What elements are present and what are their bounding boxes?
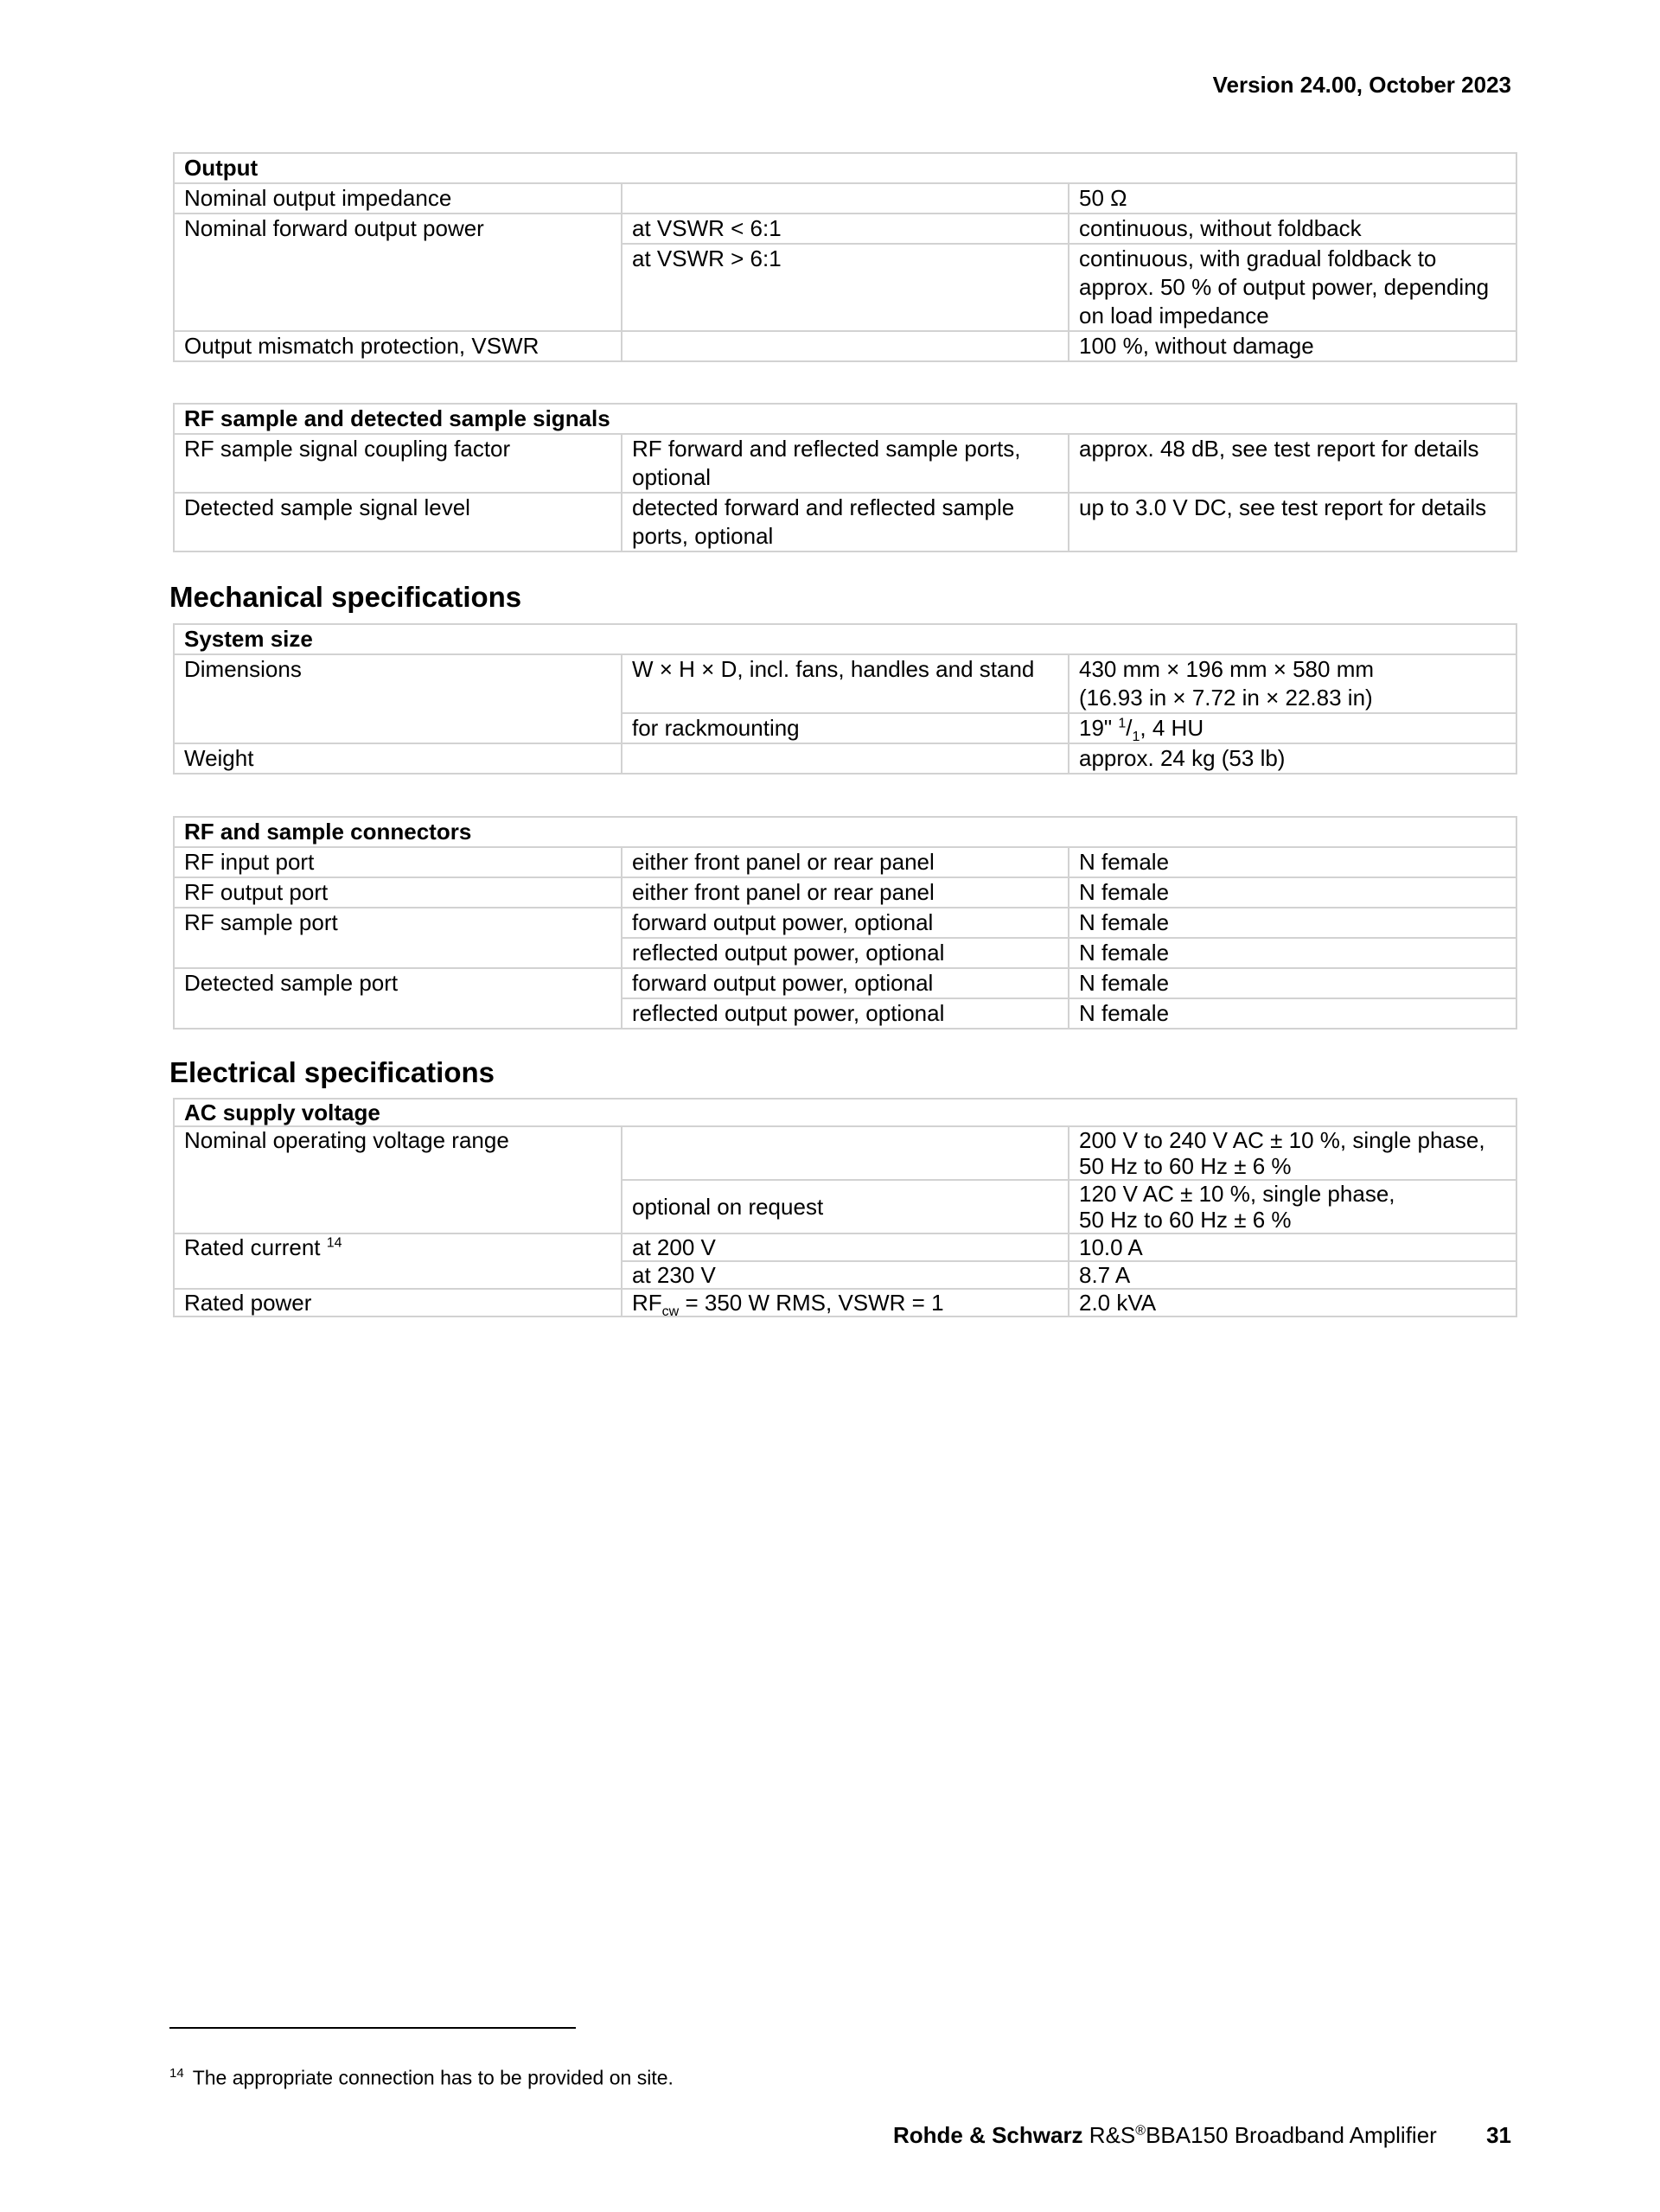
param-cell [174, 1233, 622, 1289]
value-cell: N female [1069, 998, 1516, 1029]
condition-cell: reflected output power, optional [622, 938, 1069, 968]
table-row [174, 331, 1516, 361]
condition-cell [622, 183, 1069, 214]
table-row [174, 1126, 1516, 1180]
value-cell: 100 %, without damage [1069, 331, 1516, 361]
condition-cell: at 230 V [622, 1261, 1069, 1289]
value-cell [1069, 1180, 1516, 1233]
footer-product: BBA150 Broadband Amplifier [1146, 2122, 1437, 2148]
value-line: 430 mm × 196 mm × 580 mm [1079, 656, 1375, 682]
condition-cell: detected forward and reflected sample ports, optional [622, 493, 1069, 551]
param-cell: RF sample port [174, 908, 622, 968]
system-size-spec-table [173, 623, 1517, 775]
condition-cell: optional on request [622, 1180, 1069, 1233]
value-cell: N female [1069, 847, 1516, 877]
param-cell: Nominal forward output power [174, 214, 622, 331]
value-cell [1069, 1126, 1516, 1180]
condition-text: RF [632, 1290, 662, 1316]
param-cell: Output mismatch protection, VSWR [174, 331, 622, 361]
document-version: Version 24.00, October 2023 [1212, 72, 1511, 98]
param-cell: Dimensions [174, 654, 622, 743]
page-number: 31 [1486, 2122, 1511, 2148]
param-cell: Detected sample port [174, 968, 622, 1029]
param-cell: Nominal operating voltage range [174, 1126, 622, 1233]
condition-cell: at 200 V [622, 1233, 1069, 1261]
param-cell: RF sample signal coupling factor [174, 434, 622, 493]
table-row [174, 183, 1516, 214]
table-title: AC supply voltage [174, 1099, 1516, 1126]
fraction-slash: / [1126, 715, 1133, 741]
table-row [174, 654, 1516, 713]
output-spec-table [173, 152, 1517, 362]
value-cell: N female [1069, 877, 1516, 908]
value-cell: N female [1069, 968, 1516, 998]
footnote-separator [169, 2027, 576, 2029]
condition-cell: at VSWR < 6:1 [622, 214, 1069, 244]
condition-cell [622, 331, 1069, 361]
table-title: Output [174, 153, 1516, 183]
section-heading-mechanical: Mechanical specifications [169, 581, 522, 613]
section-heading-electrical: Electrical specifications [169, 1056, 495, 1088]
table-row [174, 1233, 1516, 1261]
connectors-spec-table [173, 816, 1517, 1030]
table-title: RF sample and detected sample signals [174, 404, 1516, 434]
footnote-text: The appropriate connection has to be provided on site. [192, 2066, 674, 2089]
value-cell [1069, 654, 1516, 713]
condition-cell: RF forward and reflected sample ports, optional [622, 434, 1069, 493]
param-cell: Detected sample signal level [174, 493, 622, 551]
param-cell: Nominal output impedance [174, 183, 622, 214]
value-cell [1069, 713, 1516, 743]
table-title: System size [174, 624, 1516, 654]
condition-cell: for rackmounting [622, 713, 1069, 743]
rf-sample-spec-table [173, 403, 1517, 552]
param-cell: Weight [174, 743, 622, 774]
footer-product-prefix: R&S [1089, 2122, 1136, 2148]
table-row [174, 743, 1516, 774]
value-line: 200 V to 240 V AC ± 10 %, single phase, [1079, 1127, 1485, 1153]
value-cell: N female [1069, 908, 1516, 938]
table-row [174, 877, 1516, 908]
value-text: 19" [1079, 715, 1119, 741]
value-cell: continuous, without foldback [1069, 214, 1516, 244]
condition-text: = 350 W RMS, VSWR = 1 [679, 1290, 944, 1316]
value-cell: approx. 24 kg (53 lb) [1069, 743, 1516, 774]
value-line: 50 Hz to 60 Hz ± 6 % [1079, 1207, 1292, 1233]
param-cell: Rated power [174, 1289, 622, 1316]
value-line: 50 Hz to 60 Hz ± 6 % [1079, 1153, 1292, 1179]
condition-cell: W × H × D, incl. fans, handles and stand [622, 654, 1069, 713]
footnote-ref: 14 [326, 1235, 342, 1251]
table-row [174, 847, 1516, 877]
condition-cell: reflected output power, optional [622, 998, 1069, 1029]
condition-cell: either front panel or rear panel [622, 877, 1069, 908]
value-cell: approx. 48 dB, see test report for details [1069, 434, 1516, 493]
table-row [174, 968, 1516, 998]
value-line: 120 V AC ± 10 %, single phase, [1079, 1181, 1395, 1207]
value-cell: 10.0 A [1069, 1233, 1516, 1261]
condition-cell: forward output power, optional [622, 968, 1069, 998]
footnote-number: 14 [169, 2066, 184, 2081]
table-row [174, 214, 1516, 244]
table-row [174, 493, 1516, 551]
table-row [174, 434, 1516, 493]
table-row [174, 908, 1516, 938]
ac-supply-spec-table [173, 1098, 1517, 1320]
footnote [169, 2061, 674, 2091]
condition-cell: at VSWR > 6:1 [622, 244, 1069, 331]
value-cell: up to 3.0 V DC, see test report for details [1069, 493, 1516, 551]
table-title: RF and sample connectors [174, 817, 1516, 847]
value-cell: continuous, with gradual foldback to approx. 50 % of output power, depending on load impedance [1069, 244, 1516, 331]
table-row [174, 1289, 1516, 1316]
value-cell: 50 Ω [1069, 183, 1516, 214]
value-cell: N female [1069, 938, 1516, 968]
fraction-numerator: 1 [1118, 716, 1127, 731]
condition-cell [622, 1289, 1069, 1320]
param-cell: RF input port [174, 847, 622, 877]
page-footer [893, 2120, 1511, 2150]
footer-brand: Rohde & Schwarz [892, 2122, 1083, 2148]
registered-mark: ® [1135, 2123, 1146, 2139]
value-cell: 2.0 kVA [1069, 1289, 1516, 1316]
value-cell: 8.7 A [1069, 1261, 1516, 1289]
subscript: cw [661, 1304, 680, 1320]
param-text: Rated current [184, 1234, 321, 1260]
value-line: (16.93 in × 7.72 in × 22.83 in) [1079, 685, 1373, 711]
condition-cell [622, 743, 1069, 774]
condition-cell: either front panel or rear panel [622, 847, 1069, 877]
param-cell: RF output port [174, 877, 622, 908]
value-text: , 4 HU [1140, 715, 1204, 741]
condition-cell: forward output power, optional [622, 908, 1069, 938]
fraction-denominator: 1 [1132, 730, 1140, 745]
condition-cell [622, 1126, 1069, 1180]
